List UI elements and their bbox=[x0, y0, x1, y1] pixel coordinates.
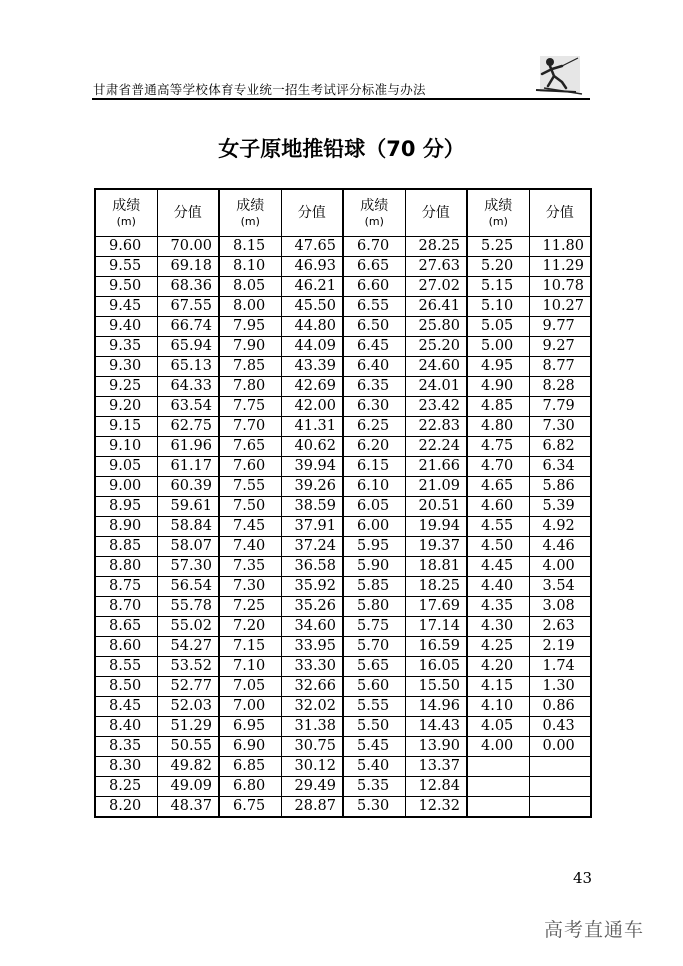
points-cell: 7.79 bbox=[529, 397, 591, 417]
points-cell: 64.33 bbox=[157, 377, 219, 397]
points-cell: 15.50 bbox=[405, 677, 467, 697]
score-cell: 8.10 bbox=[219, 257, 281, 277]
points-cell: 13.37 bbox=[405, 757, 467, 777]
points-cell: 25.80 bbox=[405, 317, 467, 337]
points-cell: 7.30 bbox=[529, 417, 591, 437]
score-cell: 5.10 bbox=[467, 297, 529, 317]
points-cell: 53.52 bbox=[157, 657, 219, 677]
score-cell: 8.90 bbox=[95, 517, 157, 537]
score-cell: 6.95 bbox=[219, 717, 281, 737]
points-cell: 1.30 bbox=[529, 677, 591, 697]
points-cell: 44.80 bbox=[281, 317, 343, 337]
table-row bbox=[95, 237, 591, 257]
points-cell: 66.74 bbox=[157, 317, 219, 337]
points-cell: 49.09 bbox=[157, 777, 219, 797]
points-cell: 56.54 bbox=[157, 577, 219, 597]
score-cell: 5.90 bbox=[343, 557, 405, 577]
score-cell: 7.70 bbox=[219, 417, 281, 437]
points-cell: 68.36 bbox=[157, 277, 219, 297]
table-row bbox=[95, 417, 591, 437]
score-cell: 9.60 bbox=[95, 237, 157, 257]
score-cell: 7.10 bbox=[219, 657, 281, 677]
score-cell: 8.60 bbox=[95, 637, 157, 657]
points-cell: 4.46 bbox=[529, 537, 591, 557]
table-row bbox=[95, 357, 591, 377]
points-cell: 10.27 bbox=[529, 297, 591, 317]
points-cell: 1.74 bbox=[529, 657, 591, 677]
score-cell bbox=[467, 757, 529, 777]
points-cell: 16.59 bbox=[405, 637, 467, 657]
score-cell: 5.25 bbox=[467, 237, 529, 257]
score-cell: 6.45 bbox=[343, 337, 405, 357]
score-cell: 7.45 bbox=[219, 517, 281, 537]
score-cell: 4.40 bbox=[467, 577, 529, 597]
score-cell: 8.80 bbox=[95, 557, 157, 577]
score-cell: 8.40 bbox=[95, 717, 157, 737]
ski-athlete-icon bbox=[532, 52, 588, 98]
points-cell: 55.78 bbox=[157, 597, 219, 617]
points-cell: 33.95 bbox=[281, 637, 343, 657]
score-cell: 5.75 bbox=[343, 617, 405, 637]
table-row bbox=[95, 477, 591, 497]
points-cell: 2.19 bbox=[529, 637, 591, 657]
points-cell: 0.43 bbox=[529, 717, 591, 737]
score-cell: 4.50 bbox=[467, 537, 529, 557]
table-row bbox=[95, 257, 591, 277]
points-cell: 34.60 bbox=[281, 617, 343, 637]
points-cell: 46.93 bbox=[281, 257, 343, 277]
points-cell: 43.39 bbox=[281, 357, 343, 377]
score-cell: 8.75 bbox=[95, 577, 157, 597]
score-cell: 9.40 bbox=[95, 317, 157, 337]
score-cell: 5.20 bbox=[467, 257, 529, 277]
points-header: 分值 bbox=[157, 189, 219, 237]
score-cell: 5.70 bbox=[343, 637, 405, 657]
score-cell: 8.20 bbox=[95, 797, 157, 818]
score-cell: 4.60 bbox=[467, 497, 529, 517]
points-cell: 24.01 bbox=[405, 377, 467, 397]
score-cell: 5.65 bbox=[343, 657, 405, 677]
points-cell: 42.00 bbox=[281, 397, 343, 417]
points-cell: 45.50 bbox=[281, 297, 343, 317]
points-cell: 44.09 bbox=[281, 337, 343, 357]
score-cell: 9.25 bbox=[95, 377, 157, 397]
points-cell: 37.91 bbox=[281, 517, 343, 537]
points-cell: 4.92 bbox=[529, 517, 591, 537]
points-cell: 54.27 bbox=[157, 637, 219, 657]
score-cell: 7.15 bbox=[219, 637, 281, 657]
score-cell: 6.60 bbox=[343, 277, 405, 297]
points-cell: 32.66 bbox=[281, 677, 343, 697]
points-cell: 14.43 bbox=[405, 717, 467, 737]
points-cell: 61.96 bbox=[157, 437, 219, 457]
score-cell: 5.95 bbox=[343, 537, 405, 557]
score-cell: 6.90 bbox=[219, 737, 281, 757]
points-cell: 4.00 bbox=[529, 557, 591, 577]
table-row bbox=[95, 317, 591, 337]
points-cell: 18.81 bbox=[405, 557, 467, 577]
score-cell: 8.55 bbox=[95, 657, 157, 677]
score-cell: 4.65 bbox=[467, 477, 529, 497]
points-cell: 52.77 bbox=[157, 677, 219, 697]
score-cell: 9.00 bbox=[95, 477, 157, 497]
table-row bbox=[95, 637, 591, 657]
table-row bbox=[95, 457, 591, 477]
score-cell: 8.95 bbox=[95, 497, 157, 517]
score-cell: 6.25 bbox=[343, 417, 405, 437]
score-cell: 6.40 bbox=[343, 357, 405, 377]
points-cell: 6.34 bbox=[529, 457, 591, 477]
points-cell: 32.02 bbox=[281, 697, 343, 717]
score-cell: 6.65 bbox=[343, 257, 405, 277]
score-cell bbox=[467, 777, 529, 797]
score-cell: 7.00 bbox=[219, 697, 281, 717]
score-cell: 8.30 bbox=[95, 757, 157, 777]
score-cell: 7.60 bbox=[219, 457, 281, 477]
score-cell: 5.35 bbox=[343, 777, 405, 797]
points-cell: 33.30 bbox=[281, 657, 343, 677]
points-cell: 61.17 bbox=[157, 457, 219, 477]
points-cell: 5.39 bbox=[529, 497, 591, 517]
score-cell: 5.15 bbox=[467, 277, 529, 297]
score-cell: 7.65 bbox=[219, 437, 281, 457]
points-cell: 39.26 bbox=[281, 477, 343, 497]
points-cell: 41.31 bbox=[281, 417, 343, 437]
points-cell: 42.69 bbox=[281, 377, 343, 397]
points-cell: 57.30 bbox=[157, 557, 219, 577]
score-cell: 7.85 bbox=[219, 357, 281, 377]
score-cell: 5.45 bbox=[343, 737, 405, 757]
points-cell: 28.87 bbox=[281, 797, 343, 818]
points-cell: 65.13 bbox=[157, 357, 219, 377]
points-cell: 13.90 bbox=[405, 737, 467, 757]
points-cell: 62.75 bbox=[157, 417, 219, 437]
score-cell: 5.85 bbox=[343, 577, 405, 597]
points-cell: 18.25 bbox=[405, 577, 467, 597]
score-cell: 8.05 bbox=[219, 277, 281, 297]
table-header-row bbox=[95, 189, 591, 237]
score-cell: 6.10 bbox=[343, 477, 405, 497]
points-cell: 51.29 bbox=[157, 717, 219, 737]
points-cell: 55.02 bbox=[157, 617, 219, 637]
table-body bbox=[95, 237, 591, 818]
points-cell: 58.07 bbox=[157, 537, 219, 557]
table-row bbox=[95, 797, 591, 818]
score-cell: 4.15 bbox=[467, 677, 529, 697]
score-cell: 7.50 bbox=[219, 497, 281, 517]
score-cell: 5.80 bbox=[343, 597, 405, 617]
points-cell: 50.55 bbox=[157, 737, 219, 757]
score-cell: 4.90 bbox=[467, 377, 529, 397]
score-cell: 7.90 bbox=[219, 337, 281, 357]
points-cell: 37.24 bbox=[281, 537, 343, 557]
table-row bbox=[95, 677, 591, 697]
watermark-text: 高考直通车 bbox=[544, 919, 645, 941]
score-cell: 5.60 bbox=[343, 677, 405, 697]
score-cell: 9.35 bbox=[95, 337, 157, 357]
points-cell: 46.21 bbox=[281, 277, 343, 297]
score-cell: 6.85 bbox=[219, 757, 281, 777]
score-cell: 6.70 bbox=[343, 237, 405, 257]
score-cell: 9.55 bbox=[95, 257, 157, 277]
points-cell: 6.82 bbox=[529, 437, 591, 457]
table-row bbox=[95, 657, 591, 677]
points-cell: 35.92 bbox=[281, 577, 343, 597]
points-cell: 39.94 bbox=[281, 457, 343, 477]
points-cell: 3.08 bbox=[529, 597, 591, 617]
points-cell: 11.80 bbox=[529, 237, 591, 257]
points-cell: 38.59 bbox=[281, 497, 343, 517]
header-rule bbox=[92, 98, 590, 100]
points-cell: 58.84 bbox=[157, 517, 219, 537]
points-cell: 12.84 bbox=[405, 777, 467, 797]
table-row bbox=[95, 577, 591, 597]
points-cell: 19.37 bbox=[405, 537, 467, 557]
score-cell: 6.05 bbox=[343, 497, 405, 517]
points-cell: 30.12 bbox=[281, 757, 343, 777]
header-title: 甘肃省普通高等学校体育专业统一招生考试评分标准与办法 bbox=[93, 82, 426, 97]
points-header: 分值 bbox=[281, 189, 343, 237]
score-cell: 8.85 bbox=[95, 537, 157, 557]
table-row bbox=[95, 517, 591, 537]
points-cell: 25.20 bbox=[405, 337, 467, 357]
score-cell: 7.40 bbox=[219, 537, 281, 557]
points-cell: 21.66 bbox=[405, 457, 467, 477]
points-cell bbox=[529, 797, 591, 818]
score-cell: 5.30 bbox=[343, 797, 405, 818]
points-cell: 52.03 bbox=[157, 697, 219, 717]
points-cell: 65.94 bbox=[157, 337, 219, 357]
points-cell: 9.27 bbox=[529, 337, 591, 357]
points-cell: 0.86 bbox=[529, 697, 591, 717]
points-cell: 59.61 bbox=[157, 497, 219, 517]
score-cell: 8.15 bbox=[219, 237, 281, 257]
table-row bbox=[95, 617, 591, 637]
table-row bbox=[95, 537, 591, 557]
points-cell: 3.54 bbox=[529, 577, 591, 597]
score-cell: 7.05 bbox=[219, 677, 281, 697]
score-cell: 4.70 bbox=[467, 457, 529, 477]
score-cell: 4.35 bbox=[467, 597, 529, 617]
scoring-table bbox=[94, 188, 592, 818]
score-cell: 4.80 bbox=[467, 417, 529, 437]
points-cell: 0.00 bbox=[529, 737, 591, 757]
points-cell: 27.02 bbox=[405, 277, 467, 297]
score-cell: 6.50 bbox=[343, 317, 405, 337]
score-cell: 9.05 bbox=[95, 457, 157, 477]
score-cell: 9.15 bbox=[95, 417, 157, 437]
score-cell: 4.30 bbox=[467, 617, 529, 637]
points-cell: 14.96 bbox=[405, 697, 467, 717]
points-cell: 29.49 bbox=[281, 777, 343, 797]
score-cell: 6.55 bbox=[343, 297, 405, 317]
points-cell: 36.58 bbox=[281, 557, 343, 577]
score-cell: 4.45 bbox=[467, 557, 529, 577]
table-row bbox=[95, 297, 591, 317]
score-cell: 9.50 bbox=[95, 277, 157, 297]
score-cell: 8.65 bbox=[95, 617, 157, 637]
score-cell: 8.70 bbox=[95, 597, 157, 617]
score-cell: 7.25 bbox=[219, 597, 281, 617]
score-header: 成绩 (m) bbox=[219, 189, 281, 237]
score-cell: 4.95 bbox=[467, 357, 529, 377]
table-row bbox=[95, 337, 591, 357]
points-cell: 19.94 bbox=[405, 517, 467, 537]
points-cell: 60.39 bbox=[157, 477, 219, 497]
points-cell: 24.60 bbox=[405, 357, 467, 377]
points-cell: 17.14 bbox=[405, 617, 467, 637]
points-header: 分值 bbox=[529, 189, 591, 237]
table-row bbox=[95, 437, 591, 457]
table-row bbox=[95, 697, 591, 717]
score-cell: 4.75 bbox=[467, 437, 529, 457]
scoring-table-container bbox=[94, 188, 590, 818]
score-cell: 7.95 bbox=[219, 317, 281, 337]
score-cell: 9.30 bbox=[95, 357, 157, 377]
table-row bbox=[95, 277, 591, 297]
score-cell bbox=[467, 797, 529, 818]
score-cell: 5.00 bbox=[467, 337, 529, 357]
score-cell: 4.85 bbox=[467, 397, 529, 417]
page-number: 43 bbox=[573, 869, 593, 887]
points-cell: 8.28 bbox=[529, 377, 591, 397]
table-row bbox=[95, 397, 591, 417]
points-cell: 11.29 bbox=[529, 257, 591, 277]
score-cell: 5.50 bbox=[343, 717, 405, 737]
table-row bbox=[95, 777, 591, 797]
points-cell: 30.75 bbox=[281, 737, 343, 757]
points-cell: 8.77 bbox=[529, 357, 591, 377]
points-cell: 10.78 bbox=[529, 277, 591, 297]
score-cell: 4.05 bbox=[467, 717, 529, 737]
score-cell: 8.45 bbox=[95, 697, 157, 717]
score-header: 成绩 (m) bbox=[467, 189, 529, 237]
score-cell: 9.10 bbox=[95, 437, 157, 457]
points-cell: 26.41 bbox=[405, 297, 467, 317]
page-title: 女子原地推铅球（70 分） bbox=[218, 137, 465, 161]
points-cell: 12.32 bbox=[405, 797, 467, 818]
score-cell: 5.05 bbox=[467, 317, 529, 337]
score-cell: 6.80 bbox=[219, 777, 281, 797]
table-row bbox=[95, 737, 591, 757]
score-cell: 7.35 bbox=[219, 557, 281, 577]
points-cell: 2.63 bbox=[529, 617, 591, 637]
points-cell: 49.82 bbox=[157, 757, 219, 777]
score-cell: 6.30 bbox=[343, 397, 405, 417]
points-cell: 20.51 bbox=[405, 497, 467, 517]
points-cell: 17.69 bbox=[405, 597, 467, 617]
points-cell: 21.09 bbox=[405, 477, 467, 497]
score-cell: 4.00 bbox=[467, 737, 529, 757]
score-cell: 5.55 bbox=[343, 697, 405, 717]
points-cell: 35.26 bbox=[281, 597, 343, 617]
points-cell: 5.86 bbox=[529, 477, 591, 497]
table-row bbox=[95, 377, 591, 397]
score-cell: 4.25 bbox=[467, 637, 529, 657]
score-cell: 6.00 bbox=[343, 517, 405, 537]
score-header: 成绩 (m) bbox=[95, 189, 157, 237]
points-header: 分值 bbox=[405, 189, 467, 237]
score-cell: 9.45 bbox=[95, 297, 157, 317]
score-cell: 8.00 bbox=[219, 297, 281, 317]
points-cell: 69.18 bbox=[157, 257, 219, 277]
points-cell: 9.77 bbox=[529, 317, 591, 337]
score-cell: 7.80 bbox=[219, 377, 281, 397]
score-header: 成绩 (m) bbox=[343, 189, 405, 237]
score-cell: 7.55 bbox=[219, 477, 281, 497]
table-row bbox=[95, 557, 591, 577]
points-cell bbox=[529, 757, 591, 777]
points-cell: 16.05 bbox=[405, 657, 467, 677]
table-row bbox=[95, 757, 591, 777]
points-cell: 63.54 bbox=[157, 397, 219, 417]
table-row bbox=[95, 497, 591, 517]
score-cell: 6.15 bbox=[343, 457, 405, 477]
score-cell: 8.35 bbox=[95, 737, 157, 757]
points-cell: 31.38 bbox=[281, 717, 343, 737]
score-cell: 5.40 bbox=[343, 757, 405, 777]
score-cell: 6.75 bbox=[219, 797, 281, 818]
points-cell: 40.62 bbox=[281, 437, 343, 457]
score-cell: 9.20 bbox=[95, 397, 157, 417]
points-cell: 47.65 bbox=[281, 237, 343, 257]
score-cell: 8.25 bbox=[95, 777, 157, 797]
score-cell: 6.20 bbox=[343, 437, 405, 457]
score-cell: 7.20 bbox=[219, 617, 281, 637]
points-cell: 67.55 bbox=[157, 297, 219, 317]
points-cell: 48.37 bbox=[157, 797, 219, 818]
score-cell: 6.35 bbox=[343, 377, 405, 397]
points-cell bbox=[529, 777, 591, 797]
score-cell: 8.50 bbox=[95, 677, 157, 697]
points-cell: 70.00 bbox=[157, 237, 219, 257]
score-cell: 7.30 bbox=[219, 577, 281, 597]
table-row bbox=[95, 597, 591, 617]
points-cell: 23.42 bbox=[405, 397, 467, 417]
score-cell: 4.10 bbox=[467, 697, 529, 717]
score-cell: 7.75 bbox=[219, 397, 281, 417]
points-cell: 27.63 bbox=[405, 257, 467, 277]
table-row bbox=[95, 717, 591, 737]
points-cell: 22.24 bbox=[405, 437, 467, 457]
score-cell: 4.20 bbox=[467, 657, 529, 677]
points-cell: 22.83 bbox=[405, 417, 467, 437]
points-cell: 28.25 bbox=[405, 237, 467, 257]
score-cell: 4.55 bbox=[467, 517, 529, 537]
